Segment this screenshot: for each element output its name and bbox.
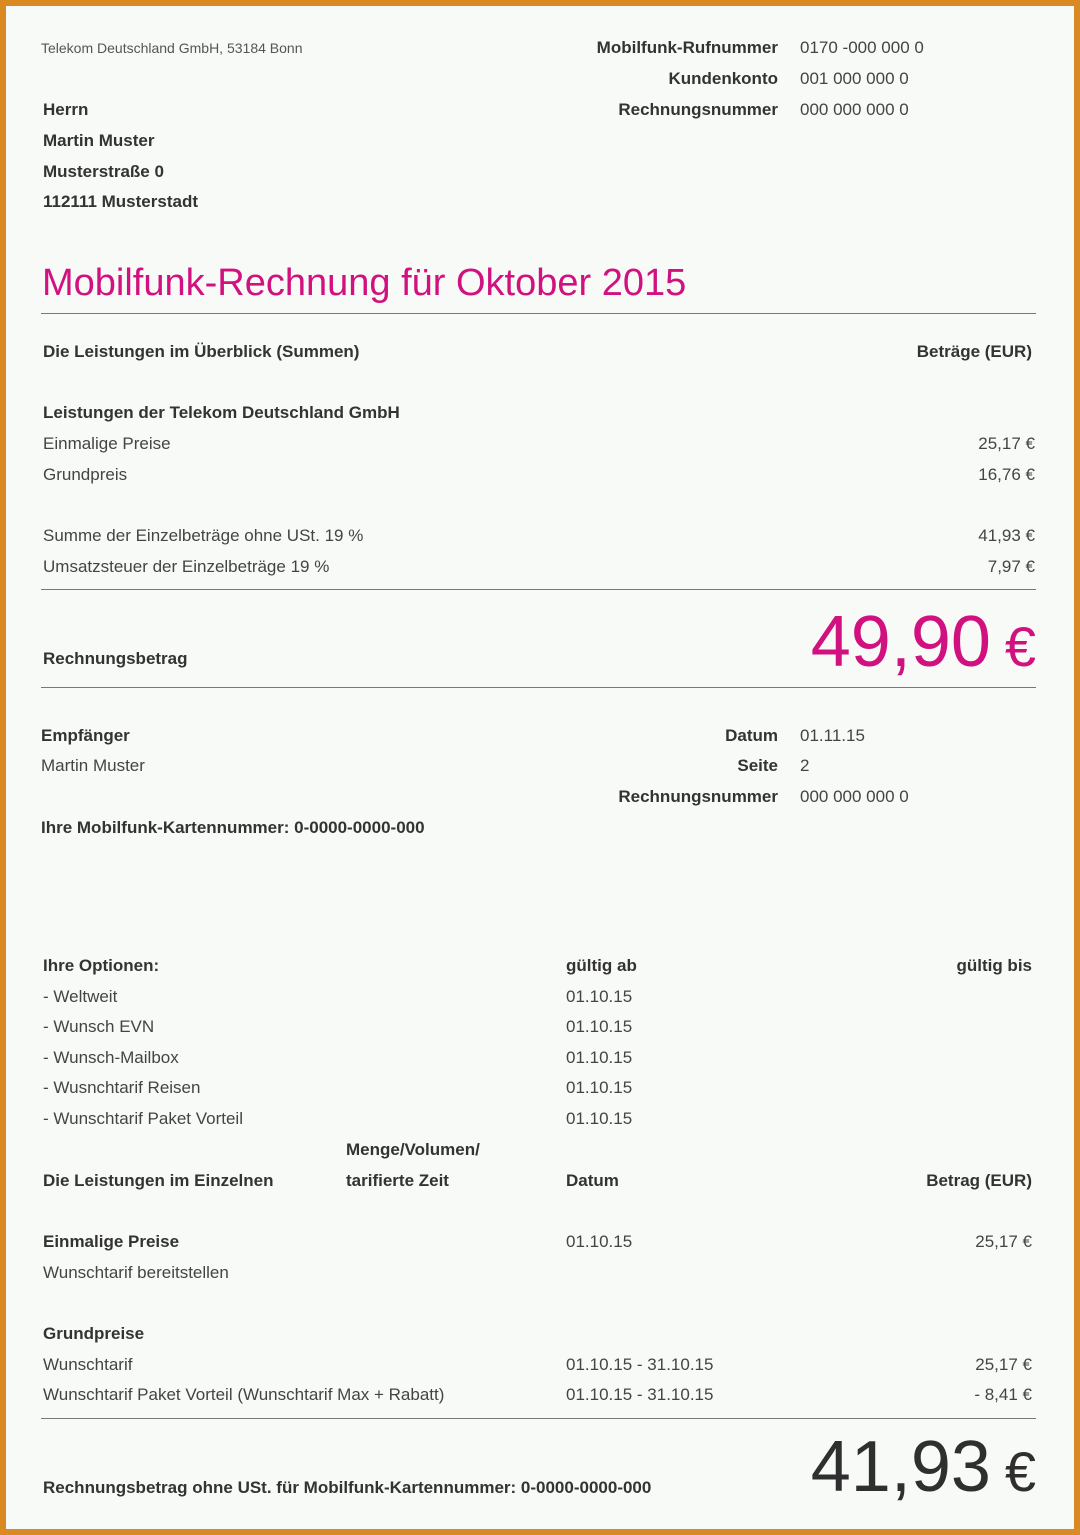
total-currency: € bbox=[1004, 615, 1036, 678]
net-total-amount bbox=[706, 1427, 1036, 1507]
recipient-name: Martin Muster bbox=[41, 756, 145, 775]
invoice-number-value: 000 000 000 0 bbox=[800, 787, 909, 806]
header-label-account: Kundenkonto bbox=[668, 69, 778, 88]
option-from: 01.10.15 bbox=[566, 1109, 633, 1128]
overview-line-label: Grundpreis bbox=[43, 465, 128, 484]
invoice-title: Mobilfunk-Rechnung für Oktober 2015 bbox=[42, 262, 687, 304]
date-label: Datum bbox=[725, 726, 778, 745]
header-label-invoice: Rechnungsnummer bbox=[618, 100, 778, 119]
tax-label: Umsatzsteuer der Einzelbeträge 19 % bbox=[43, 557, 330, 576]
divider bbox=[41, 1418, 1036, 1419]
invoice-number-label: Rechnungsnummer bbox=[618, 787, 778, 806]
total-label: Rechnungsbetrag bbox=[43, 649, 188, 668]
header-value-phone: 0170 -000 000 0 bbox=[800, 38, 924, 57]
option-from: 01.10.15 bbox=[566, 987, 633, 1006]
once-amount: 25,17 € bbox=[975, 1232, 1032, 1251]
header-value-account: 001 000 000 0 bbox=[800, 69, 909, 88]
base-item-name: Wunschtarif Paket Vorteil (Wunschtarif Max + Rabatt) bbox=[43, 1385, 445, 1404]
invoice-page bbox=[6, 6, 1074, 1529]
option-from: 01.10.15 bbox=[566, 1048, 633, 1067]
once-date: 01.10.15 bbox=[566, 1232, 633, 1251]
details-col-qty-line1: Menge/Volumen/ bbox=[346, 1140, 480, 1159]
page-value: 2 bbox=[800, 756, 810, 775]
header-value-invoice: 000 000 000 0 bbox=[800, 100, 909, 119]
base-item-name: Wunschtarif bbox=[43, 1355, 133, 1374]
total-amount-value: 49,90 bbox=[810, 602, 991, 682]
address-city: 112111 Musterstadt bbox=[43, 192, 198, 211]
options-col-from: gültig ab bbox=[566, 956, 637, 975]
address-salutation: Herrn bbox=[43, 100, 89, 119]
base-heading: Grundpreise bbox=[43, 1324, 145, 1343]
base-item-amount: - 8,41 € bbox=[974, 1385, 1032, 1404]
net-total-value: 41,93 bbox=[810, 1427, 991, 1507]
option-name: - Wusnchtarif Reisen bbox=[43, 1078, 201, 1097]
details-col-amount: Betrag (EUR) bbox=[926, 1171, 1032, 1190]
sender-line: Telekom Deutschland GmbH, 53184 Bonn bbox=[41, 40, 303, 56]
overview-line-amount: 25,17 € bbox=[978, 434, 1035, 453]
recipient-heading: Empfänger bbox=[41, 726, 130, 745]
options-col-to: gültig bis bbox=[956, 956, 1032, 975]
address-street: Musterstraße 0 bbox=[43, 162, 164, 181]
overview-line-amount: 16,76 € bbox=[978, 465, 1035, 484]
date-value: 01.11.15 bbox=[800, 726, 865, 745]
net-total-label: Rechnungsbetrag ohne USt. für Mobilfunk-Kartennummer: 0-0000-0000-000 bbox=[43, 1478, 652, 1497]
option-name: - Weltweit bbox=[43, 987, 118, 1006]
divider bbox=[41, 687, 1036, 688]
base-item-amount: 25,17 € bbox=[975, 1355, 1032, 1374]
option-name: - Wunschtarif Paket Vorteil bbox=[43, 1109, 243, 1128]
subtotal-amount: 41,93 € bbox=[978, 526, 1035, 545]
overview-line-label: Einmalige Preise bbox=[43, 434, 171, 453]
tax-amount: 7,97 € bbox=[987, 557, 1035, 576]
once-heading: Einmalige Preise bbox=[43, 1232, 180, 1251]
total-amount bbox=[706, 602, 1036, 682]
details-col-qty-line2: tarifierte Zeit bbox=[346, 1171, 449, 1190]
base-item-date: 01.10.15 - 31.10.15 bbox=[566, 1385, 714, 1404]
option-from: 01.10.15 bbox=[566, 1017, 633, 1036]
header-label-phone: Mobilfunk-Rufnummer bbox=[596, 38, 778, 57]
divider bbox=[41, 313, 1036, 314]
net-total-currency: € bbox=[1004, 1440, 1036, 1503]
card-number: Ihre Mobilfunk-Kartennummer: 0-0000-0000-000 bbox=[41, 818, 425, 837]
option-name: - Wunsch-Mailbox bbox=[43, 1048, 179, 1067]
provider-heading: Leistungen der Telekom Deutschland GmbH bbox=[43, 403, 400, 422]
divider bbox=[41, 589, 1036, 590]
details-col-date: Datum bbox=[566, 1171, 619, 1190]
address-name: Martin Muster bbox=[43, 131, 155, 150]
option-name: - Wunsch EVN bbox=[43, 1017, 155, 1036]
once-item: Wunschtarif bereitstellen bbox=[43, 1263, 229, 1282]
overview-amount-heading: Beträge (EUR) bbox=[916, 342, 1032, 361]
page-label: Seite bbox=[737, 756, 778, 775]
option-from: 01.10.15 bbox=[566, 1078, 633, 1097]
options-heading: Ihre Optionen: bbox=[43, 956, 160, 975]
subtotal-label: Summe der Einzelbeträge ohne USt. 19 % bbox=[43, 526, 364, 545]
details-heading: Die Leistungen im Einzelnen bbox=[43, 1171, 274, 1190]
base-item-date: 01.10.15 - 31.10.15 bbox=[566, 1355, 714, 1374]
overview-heading: Die Leistungen im Überblick (Summen) bbox=[43, 342, 360, 361]
